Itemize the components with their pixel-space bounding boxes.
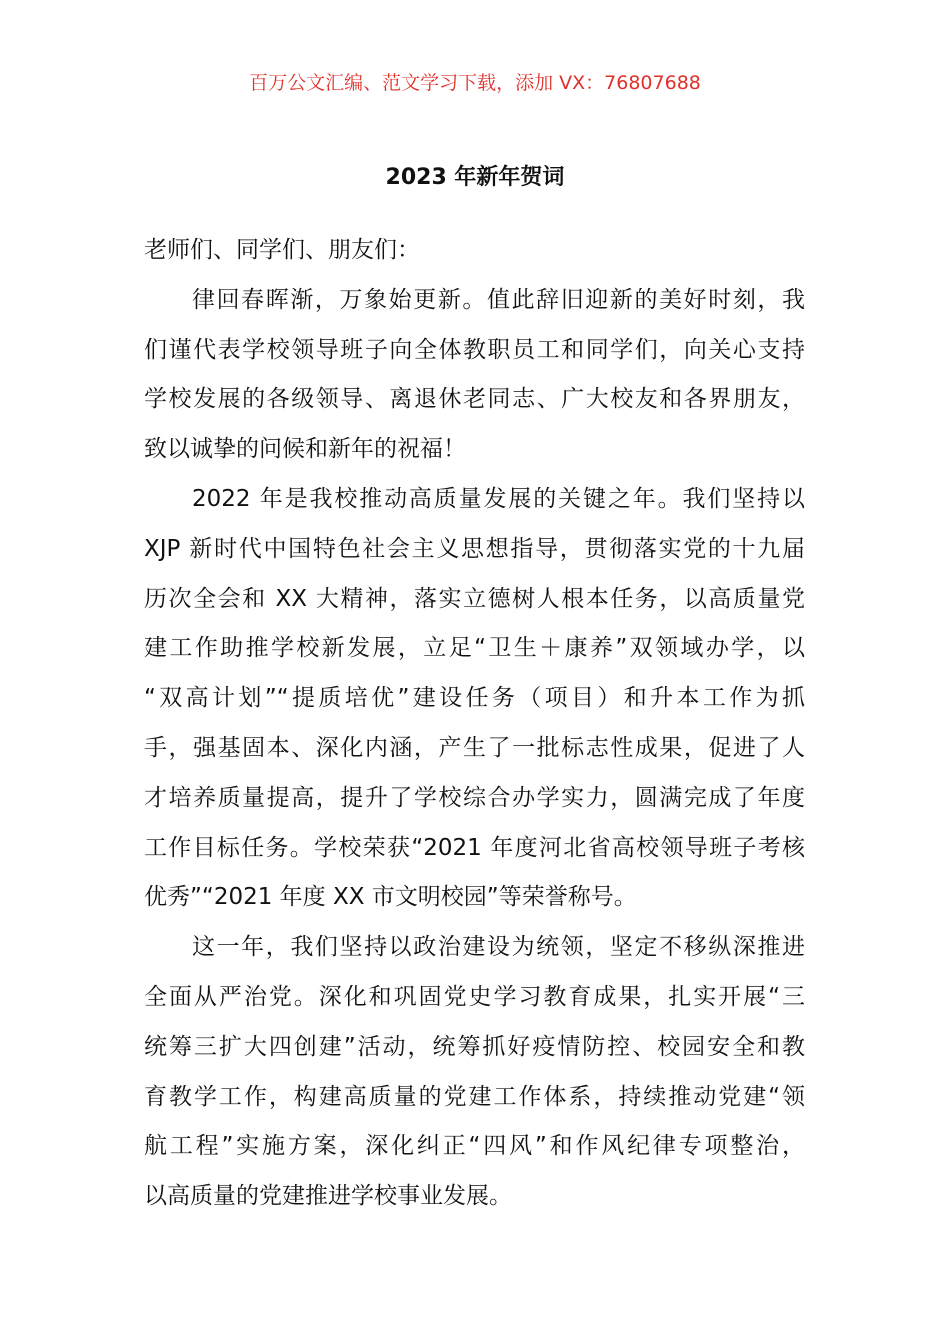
watermark-header: 百万公文汇编、范文学习下载，添加 VX：76807688 — [249, 72, 701, 94]
paragraph-line: 手，强基固本、深化内涵，产生了一批标志性成果，促进了人 — [144, 735, 805, 761]
salutation: 老师们、同学们、朋友们： — [144, 237, 420, 263]
paragraph-line: 航工程”实施方案，深化纠正“四风”和作风纪律专项整治， — [144, 1133, 805, 1159]
paragraph-line: 历次全会和 XX 大精神，落实立德树人根本任务，以高质量党 — [144, 586, 805, 612]
paragraph-line: 才培养质量提高，提升了学校综合办学实力，圆满完成了年度 — [144, 785, 805, 811]
paragraph-line: 们谨代表学校领导班子向全体教职员工和同学们，向关心支持 — [144, 337, 805, 363]
paragraph-line: 致以诚挚的问候和新年的祝福！ — [144, 436, 466, 462]
paragraph-line: 这一年，我们坚持以政治建设为统领，坚定不移纵深推进 — [192, 934, 805, 960]
paragraph-line: 以高质量的党建推进学校事业发展。 — [144, 1183, 512, 1209]
paragraph-line: XJP 新时代中国特色社会主义思想指导，贯彻落实党的十九届 — [144, 536, 805, 562]
paragraph-line: 统筹三扩大四创建”活动，统筹抓好疫情防控、校园安全和教 — [144, 1034, 805, 1060]
paragraph-line: 工作目标任务。学校荣获“2021 年度河北省高校领导班子考核 — [144, 835, 805, 861]
paragraph-line: 育教学工作，构建高质量的党建工作体系，持续推动党建“领 — [144, 1084, 805, 1110]
paragraph-line: 2022 年是我校推动高质量发展的关键之年。我们坚持以 — [192, 486, 805, 512]
paragraph-line: 建工作助推学校新发展，立足“卫生＋康养”双领域办学，以 — [144, 635, 805, 661]
paragraph-line: 律回春晖渐，万象始更新。值此辞旧迎新的美好时刻，我 — [192, 287, 805, 313]
paragraph-line: 优秀”“2021 年度 XX 市文明校园”等荣誉称号。 — [144, 884, 637, 910]
paragraph-line: 学校发展的各级领导、离退休老同志、广大校友和各界朋友， — [144, 386, 805, 412]
paragraph-line: “双高计划”“提质培优”建设任务（项目）和升本工作为抓 — [144, 685, 805, 711]
paragraph-line: 全面从严治党。深化和巩固党史学习教育成果，扎实开展“三 — [144, 984, 805, 1010]
document-title: 2023 年新年贺词 — [385, 165, 565, 190]
